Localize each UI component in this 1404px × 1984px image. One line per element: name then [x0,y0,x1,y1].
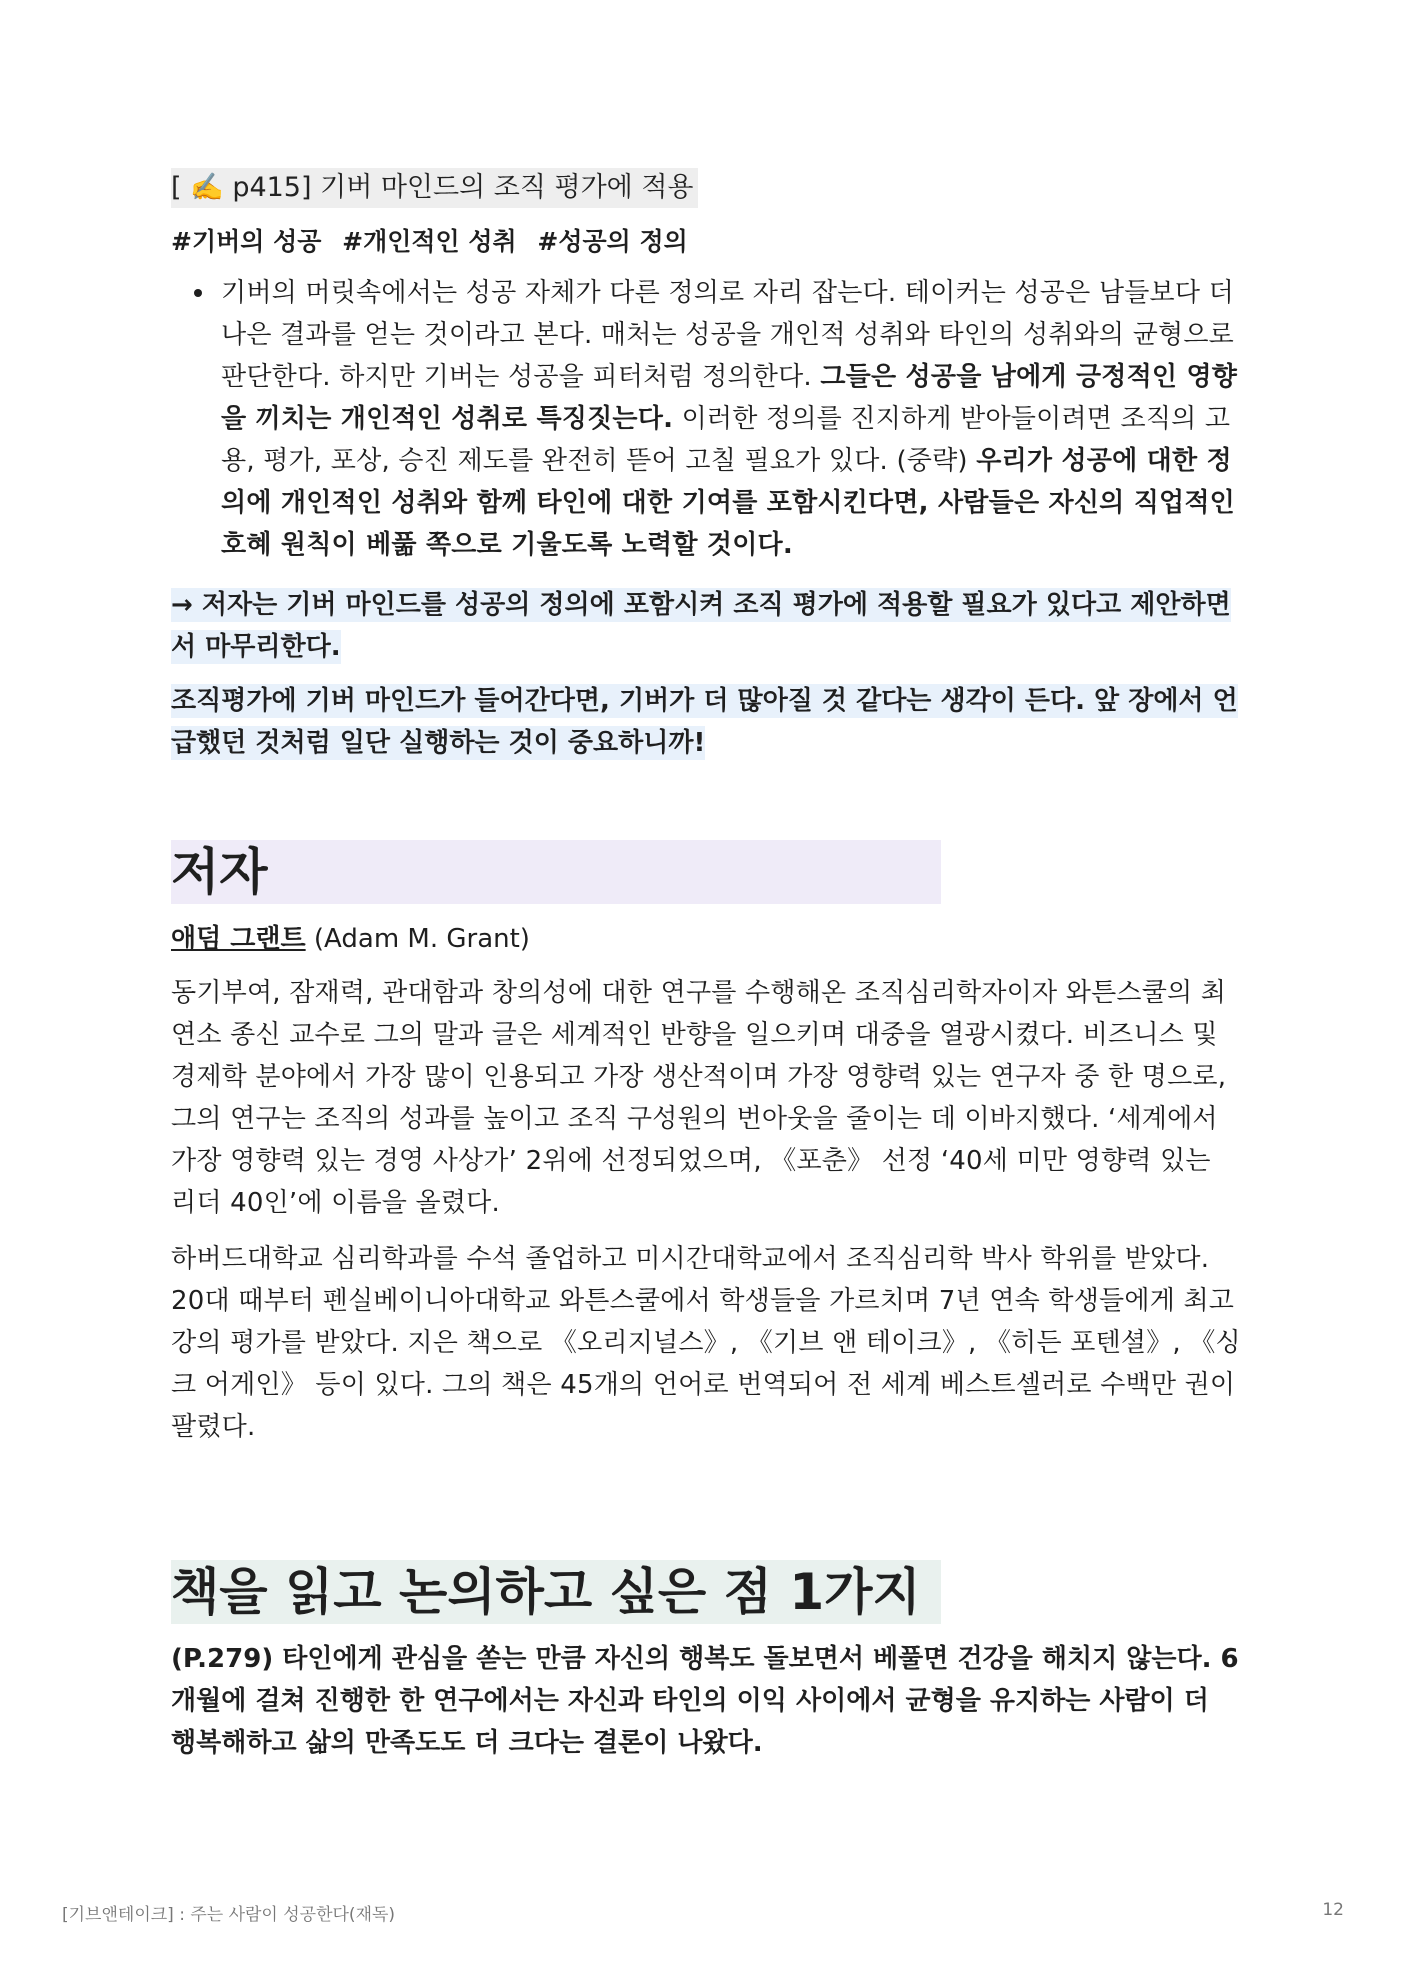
quote-bullet-list [171,272,1241,566]
author-line [171,918,1241,960]
highlight-note: 조직평가에 기버 마인드가 들어간다면, 기버가 더 많아질 것 같다는 생각이 든다. 앞 장에서 언급했던 것처럼 일단 실행하는 것이 중요하니까! [171,686,1238,758]
section-title-author: 저자 [171,840,941,904]
author-name-en: (Adam M. Grant) [305,924,530,954]
author-bio-paragraph: 동기부여, 잠재력, 관대함과 창의성에 대한 연구를 수행해온 조직심리학자이자 와튼스쿨의 최연소 종신 교수로 그의 말과 글은 세계적인 반향을 일으키며 대중을 열광시켰다. 비즈니스 및 경제학 분야에서 가장 많이 인용되고 가장 생산적이며 가장 영향력 있는 연구자 중 한 명으로, 그의 연구는 조직의 성과를 높이고 조직 구성원의 번아웃을 줄이는 데 이바지했다. ‘세계에서 가장 영향력 있는 경영 사상가’ 2위에 선정되었으며, 《포춘》 선정 ‘40세 미만 영향력 있는 리더 40인’에 이름을 올렸다. [171,978,1227,1218]
tag: #개인적인 성취 [342,227,517,256]
highlight-note: → 저자는 기버 마인드를 성공의 정의에 포함시켜 조직 평가에 적용할 필요가 있다고 제안하면서 마무리한다. [171,590,1231,662]
discussion-text: (P.279) 타인에게 관심을 쏟는 만큼 자신의 행복도 돌보면서 베풀면 건강을 해치지 않는다. 6개월에 걸쳐 진행한 한 연구에서는 자신과 타인의 이익 사이에서 균형을 유지하는 사람이 더 행복해하고 삶의 만족도도 더 크다는 결론이 나왔다. [171,1644,1239,1758]
tag: #성공의 정의 [537,227,688,256]
tag: #기버의 성공 [171,227,322,256]
quote-heading: [ ✍️ p415] 기버 마인드의 조직 평가에 적용 [171,168,698,208]
quote-bullet: 기버의 머릿속에서는 성공 자체가 다른 정의로 자리 잡는다. 테이커는 성공은 남들보다 더 나은 결과를 얻는 것이라고 본다. 매처는 성공을 개인적 성취와 타인의 성취와의 균형으로 판단한다. 하지만 기버는 성공을 피터처럼 정의한다. 그들은 성공을 남에게 긍정적인 영향을 끼치는 개인적인 성취로 특징짓는다. 이러한 정의를 진지하게 받아들이려면 조직의 고용, 평가, 포상, 승진 제도를 완전히 뜯어 고칠 필요가 있다. (중략) 우리가 성공에 대한 정의에 개인적인 성취와 함께 타인에 대한 기여를 포함시킨다면, 사람들은 자신의 직업적인 호혜 원칙이 베풂 쪽으로 기울도록 노력할 것이다. [221,272,1241,566]
quote-emphasis: 그들은 성공을 남에게 긍정적인 영향을 끼치는 개인적인 성취로 특징짓는다. [221,362,1238,434]
author-bio-paragraph: 하버드대학교 심리학과를 수석 졸업하고 미시간대학교에서 조직심리학 박사 학위를 받았다. 20대 때부터 펜실베이니아대학교 와튼스쿨에서 학생들을 가르치며 7년 연속 학생들에게 최고 강의 평가를 받았다. 지은 책으로 《오리지널스》, 《기브 앤 테이크》, 《히든 포텐셜》, 《싱크 어게인》 등이 있다. 그의 책은 45개의 언어로 번역되어 전 세계 베스트셀러로 수백만 권이 팔렸다. [171,1244,1241,1442]
quote-emphasis: 우리가 성공에 대한 정의에 개인적인 성취와 함께 타인에 대한 기여를 포함시킨다면, 사람들은 자신의 직업적인 호혜 원칙이 베풂 쪽으로 기울도록 노력할 것이다. [221,446,1235,560]
author-name-link[interactable]: 애덤 그랜트 [171,924,306,954]
footer-title: [기브앤테이크] : 주는 사람이 성공한다(재독) [62,1905,396,1925]
page-content [171,168,1241,1764]
tag-list [171,222,1241,262]
page-number: 12 [1322,1900,1344,1920]
section-title-discussion: 책을 읽고 논의하고 싶은 점 1가지 [171,1560,941,1624]
